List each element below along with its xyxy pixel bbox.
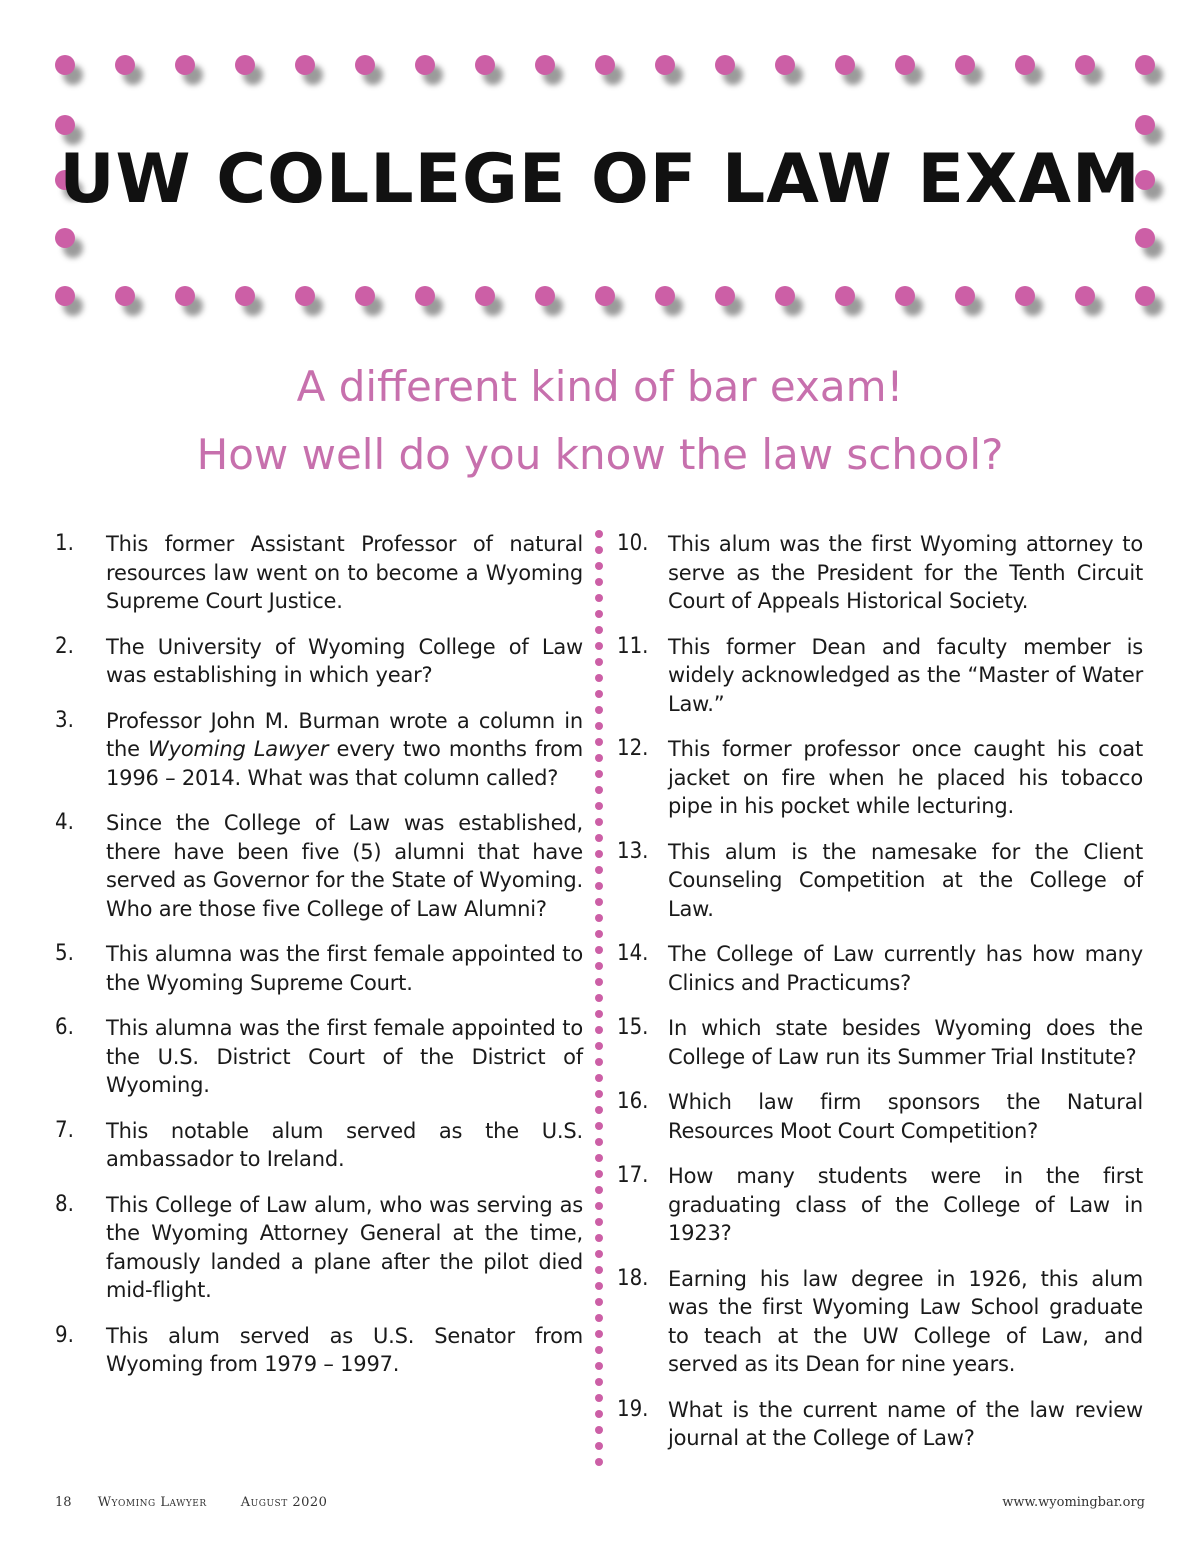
question-text: Which law firm sponsors the Natural Resources Moot Court Competition? (668, 1090, 1143, 1143)
frame-dot (955, 286, 975, 306)
question-number: 12. (617, 736, 649, 761)
frame-dot (295, 286, 315, 306)
divider-dot (595, 1330, 603, 1338)
frame-dot (175, 286, 195, 306)
frame-dot (1135, 228, 1155, 248)
question-text: The University of Wyoming College of Law was establishing in which year? (106, 634, 583, 687)
question-text: The College of Law currently has how many Clinics and Practicums? (668, 942, 1143, 995)
question-number: 13. (617, 838, 649, 864)
divider-dot (595, 530, 603, 538)
frame-dot (1135, 115, 1155, 135)
divider-dot (595, 1442, 603, 1450)
frame-dot (415, 286, 435, 306)
question-number: 1. (55, 531, 74, 556)
divider-dot (595, 1378, 603, 1386)
page-title: UW COLLEGE OF LAW EXAM (59, 140, 1141, 219)
divider-dot (595, 1058, 603, 1066)
divider-dot (595, 1394, 603, 1402)
divider-dot (595, 882, 603, 890)
divider-dot (595, 850, 603, 858)
question-text: This College of Law alum, who was serving as the Wyoming Attorney General at the time, famously landed a plane after the pilot died mid-flight. (106, 1192, 583, 1302)
question-number: 15. (617, 1015, 649, 1040)
question-number: 9. (55, 1322, 74, 1348)
frame-dot (1075, 55, 1095, 75)
divider-dot (595, 1234, 603, 1242)
frame-dot (1135, 286, 1155, 306)
question-item (617, 1162, 1143, 1248)
question-text: This alum was the first Wyoming attorney to serve as the President for the Tenth Circuit Court of Appeals Historical Society. (668, 532, 1143, 613)
frame-dot (835, 286, 855, 306)
divider-dot (595, 834, 603, 842)
divider-dot (595, 1362, 603, 1370)
divider-dot (595, 546, 603, 554)
questions-left-column (55, 530, 583, 1396)
frame-dot (115, 55, 135, 75)
question-text: How many students were in the first graduating class of the College of Law in 1923? (668, 1164, 1143, 1245)
divider-dot (595, 1042, 603, 1050)
question-text: Since the College of Law was established, there have been five (5) alumni that have served as Governor for the State of Wyoming. Who are those five College of Law Alumni? (106, 811, 583, 921)
frame-dot (895, 286, 915, 306)
website-link[interactable]: www.wyomingbar.org (1002, 1495, 1145, 1510)
divider-dot (595, 786, 603, 794)
frame-dot (775, 55, 795, 75)
frame-dot (355, 286, 375, 306)
question-text (106, 707, 583, 793)
divider-dot (595, 818, 603, 826)
divider-dot (595, 1266, 603, 1274)
frame-dot (655, 286, 675, 306)
divider-dot (595, 1074, 603, 1082)
frame-dot (955, 55, 975, 75)
footer-left (55, 1495, 327, 1510)
frame-dot (355, 55, 375, 75)
question-text-part: Professor John M. Burman wrote a column in the (106, 708, 583, 761)
question-text: This former Assistant Professor of natural resources law went on to become a Wyoming Supreme Court Justice. (106, 532, 583, 613)
frame-dot (175, 55, 195, 75)
divider-dot (595, 1410, 603, 1418)
divider-dot (595, 642, 603, 650)
frame-dot (55, 228, 75, 248)
question-item (617, 530, 1143, 616)
divider-dot (595, 866, 603, 874)
divider-dot (595, 610, 603, 618)
divider-dot (595, 1138, 603, 1146)
divider-dot (595, 978, 603, 986)
divider-dot (595, 738, 603, 746)
divider-dot (595, 674, 603, 682)
question-item (55, 530, 583, 616)
question-number: 14. (617, 941, 649, 966)
frame-dot (55, 55, 75, 75)
question-item (617, 633, 1143, 719)
divider-dot (595, 1010, 603, 1018)
question-item (55, 1322, 583, 1379)
question-text: What is the current name of the law review journal at the College of Law? (668, 1397, 1143, 1450)
question-number: 18. (617, 1265, 649, 1291)
divider-dot (595, 706, 603, 714)
question-number: 16. (617, 1089, 649, 1114)
question-number: 8. (55, 1191, 74, 1217)
issue-date: August 2020 (240, 1495, 328, 1510)
frame-dot (55, 286, 75, 306)
divider-dot (595, 562, 603, 570)
question-number: 19. (617, 1396, 649, 1422)
divider-dot (595, 1106, 603, 1114)
divider-dot (595, 914, 603, 922)
divider-dot (595, 1314, 603, 1322)
question-item (617, 1265, 1143, 1379)
divider-dot (595, 1298, 603, 1306)
frame-dot (595, 55, 615, 75)
divider-dot (595, 1154, 603, 1162)
divider-dot (595, 722, 603, 730)
question-number: 4. (55, 810, 74, 835)
frame-dot (655, 55, 675, 75)
divider-dot (595, 962, 603, 970)
question-item (55, 809, 583, 923)
divider-dot (595, 802, 603, 810)
frame-dot (55, 115, 75, 135)
question-number: 3. (55, 707, 74, 733)
question-text: This alum is the namesake for the Client Counseling Competition at the College of Law. (668, 839, 1143, 921)
divider-dot (595, 946, 603, 954)
question-text: This former Dean and faculty member is widely acknowledged as the “Master of Water Law.” (668, 634, 1143, 716)
divider-dot (595, 658, 603, 666)
question-text: Earning his law degree in 1926, this alum was the first Wyoming Law School graduate to teach at the UW College of Law, and served as its Dean for nine years. (668, 1266, 1143, 1376)
divider-dot (595, 898, 603, 906)
frame-dot (715, 55, 735, 75)
question-number: 7. (55, 1117, 74, 1143)
frame-dot (1015, 55, 1035, 75)
question-item (55, 1117, 583, 1174)
frame-dot (295, 55, 315, 75)
question-number: 17. (617, 1163, 649, 1188)
frame-dot (835, 55, 855, 75)
question-text: This notable alum served as the U.S. ambassador to Ireland. (106, 1118, 583, 1171)
subtitle-line-2: How well do you know the law school? (196, 430, 1004, 479)
question-item (617, 940, 1143, 997)
divider-dot (595, 1346, 603, 1354)
divider-dot (595, 578, 603, 586)
divider-dot (595, 1426, 603, 1434)
divider-dot (595, 930, 603, 938)
question-text-part: every two months from 1996 – 2014. What was that column called? (106, 737, 583, 790)
divider-dot (595, 1026, 603, 1034)
question-text: This former professor once caught his coat jacket on fire when he placed his tobacco pipe in his pocket while lecturing. (668, 737, 1143, 818)
publication-name: Wyoming Lawyer (97, 1495, 207, 1510)
question-number: 10. (617, 531, 649, 556)
divider-dot (595, 626, 603, 634)
question-item (55, 1191, 583, 1305)
page-number: 18 (55, 1495, 72, 1510)
frame-dot (535, 286, 555, 306)
question-item (55, 707, 583, 793)
question-number: 6. (55, 1015, 74, 1040)
question-item (617, 1014, 1143, 1071)
question-number: 5. (55, 941, 74, 966)
divider-dot (595, 1122, 603, 1130)
frame-dot (415, 55, 435, 75)
divider-dot (595, 1458, 603, 1466)
frame-dot (1135, 55, 1155, 75)
divider-dot (595, 690, 603, 698)
frame-dot (595, 286, 615, 306)
question-text: This alumna was the first female appointed to the U.S. District Court of the District of Wyoming. (106, 1016, 583, 1097)
subtitle-line-1: A different kind of bar exam! (296, 362, 904, 411)
divider-dot (595, 770, 603, 778)
question-item (617, 735, 1143, 821)
question-number: 11. (617, 633, 649, 659)
frame-dot (715, 286, 735, 306)
divider-dot (595, 994, 603, 1002)
question-item (617, 1088, 1143, 1145)
question-number: 2. (55, 633, 74, 659)
divider-dot (595, 1202, 603, 1210)
frame-dot (1015, 286, 1035, 306)
divider-dot (595, 1090, 603, 1098)
question-item (55, 633, 583, 690)
question-item (617, 838, 1143, 924)
publication-title: Wyoming Lawyer (148, 737, 329, 761)
frame-dot (475, 286, 495, 306)
divider-dot (595, 754, 603, 762)
divider-dot (595, 1186, 603, 1194)
question-text: This alumna was the first female appointed to the Wyoming Supreme Court. (106, 942, 583, 995)
frame-dot (895, 55, 915, 75)
questions-right-column (617, 530, 1143, 1470)
frame-dot (475, 55, 495, 75)
frame-dot (1075, 286, 1095, 306)
divider-dot (595, 1250, 603, 1258)
question-item (617, 1396, 1143, 1453)
frame-dot (535, 55, 555, 75)
frame-dot (775, 286, 795, 306)
divider-dot (595, 1170, 603, 1178)
divider-dot (595, 594, 603, 602)
divider-dot (595, 1282, 603, 1290)
question-item (55, 1014, 583, 1100)
frame-dot (235, 286, 255, 306)
question-text: In which state besides Wyoming does the College of Law run its Summer Trial Institute? (668, 1016, 1143, 1069)
divider-dot (595, 1218, 603, 1226)
question-text: This alum served as U.S. Senator from Wyoming from 1979 – 1997. (106, 1323, 583, 1376)
frame-dot (115, 286, 135, 306)
question-item (55, 940, 583, 997)
frame-dot (235, 55, 255, 75)
